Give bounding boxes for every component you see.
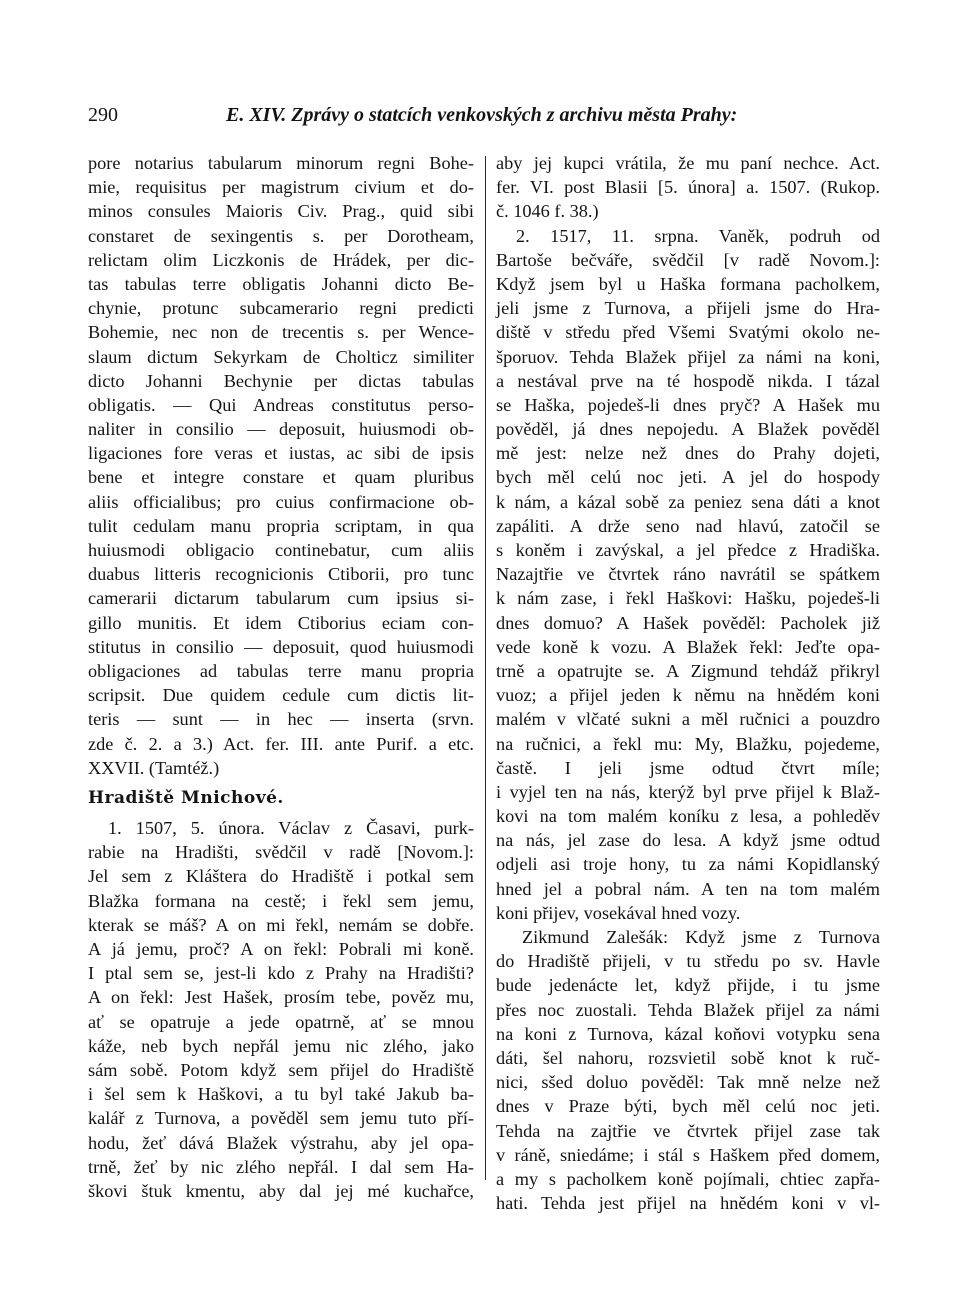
text-line: tulit cedulam manu propria scriptam, in qua — [88, 515, 474, 536]
text-line: Bohemie, nec non de trecentis s. per Wence- — [88, 322, 474, 343]
text-line: malém v vlčaté sukni a měl ručnici a pouzdro — [496, 709, 880, 730]
text-line: zapáliti. A drže seno nad hlavú, zatočil se — [496, 515, 880, 536]
text-line: č. 1046 f. 38.) — [496, 201, 599, 222]
text-line: dnes domuo? A Hašek pověděl: Pacholek již — [496, 612, 880, 633]
text-line: a nestával prve na té hospodě nikda. I tázal — [496, 370, 880, 391]
text-line: obligaciones ad tabulas terre manu propria — [88, 660, 474, 681]
text-line: fer. VI. post Blasii [5. února] a. 1507. (Rukop. — [496, 177, 880, 198]
text-line: Nazajtřie ve čtvrtek ráno navrátil se spátkem — [496, 564, 880, 585]
text-line: káže, neb bych nepřál jemu nic zlého, jako — [88, 1035, 474, 1056]
page-header — [88, 104, 880, 134]
text-line: scripsit. Due quidem cedule cum dictis lit- — [88, 685, 474, 706]
text-line: vede koně k vozu. A Blažek řekl: Jeďte opa- — [496, 636, 880, 657]
text-line: zde č. 2. a 3.) Act. fer. III. ante Purif. a etc. — [88, 733, 474, 754]
running-title: E. XIV. Zprávy o statcích venkovských z archivu města Prahy: — [226, 104, 738, 126]
text-line: na ručnici, a řekl mu: My, Blažku, pojedeme, — [496, 733, 880, 754]
text-line: v ráně, sniedáme; i stál s Haškem před domem, — [496, 1144, 880, 1165]
text-line: a my s pacholkem koně pojímali, chtiec zapřa- — [496, 1168, 880, 1189]
latin-paragraph — [88, 151, 474, 780]
text-line: se Haška, pojedeš-li dnes pryč? A Hašek mu — [496, 394, 880, 415]
text-line: vuoz; a přijel jeden k němu na hnědém koni — [496, 685, 880, 706]
text-line: obligatis. — Qui Andreas constitutus perso- — [88, 394, 474, 415]
text-line: tas tabulas terre obligatis Johanni dicto Be- — [88, 273, 474, 294]
text-line: na nás, jel zase do lesa. A když jsme odtud — [496, 830, 880, 851]
left-column — [88, 151, 474, 1203]
column-divider — [485, 156, 486, 1180]
text-line: bene et integre constare et quam pluribus — [88, 467, 474, 488]
text-line: constaret de sexingentis s. per Dorotheam, — [88, 225, 474, 246]
text-line: bych měl celú noc jeti. A jel do hospody — [496, 467, 880, 488]
text-line: Bartoše bečváře, svědčil [v radě Novom.]: — [496, 249, 880, 270]
text-line: bude jedenácte let, když přijde, i tu jsme — [496, 975, 880, 996]
text-line: mie, requisitus per magistrum civium et do- — [88, 177, 474, 198]
text-line: mě jest: nelze než dnes do Prahy dojeti, — [496, 443, 880, 464]
text-line: k nám, a kázal sobě za peniez sena dáti a knot — [496, 491, 880, 512]
text-line: chynie, protunc subcamerario regni predicti — [88, 298, 474, 319]
text-line: rabie na Hradišti, svědčil v radě [Novom.]: — [88, 842, 474, 863]
text-line: i vyjel ten na nás, kterýž byl prve přijel k Blaž- — [496, 781, 880, 802]
text-line: XXVII. (Tamtéž.) — [88, 757, 220, 778]
text-line: teris — sunt — in hec — inserta (srvn. — [88, 709, 474, 730]
text-line: slaum dictum Sekyrkam de Cholticz similiter — [88, 346, 474, 367]
text-line: dáti, šel nahoru, rozsvietil sobě knot k ruč- — [496, 1047, 880, 1068]
text-line: hned jel a pobral nám. A ten na tom malém — [496, 878, 880, 899]
right-column — [496, 151, 880, 1215]
text-line: ať se opatruje a jede opatrně, ať se mnou — [88, 1011, 474, 1032]
text-line: pore notarius tabularum minorum regni Bohe- — [88, 153, 474, 173]
text-line: častě. I jeli jsme odtud čtvrt míle; — [496, 757, 880, 778]
text-line: s koněm i zavýskal, a jel předce z Hradiška. — [496, 540, 880, 560]
text-line: duabus litteris recognicionis Ctiborii, pro tunc — [88, 564, 474, 585]
text-line: i šel sem k Haškovi, a tu byl také Jakub ba- — [88, 1084, 474, 1105]
text-line: A on řekl: Jest Hašek, prosím tebe, pověz mu, — [88, 987, 474, 1008]
text-line: do Hradiště přijeli, v tu středu po sv. Havle — [496, 951, 880, 972]
text-line: škovi štuk kmentu, aby dal jej mé kuchařce, — [88, 1180, 474, 1201]
text-line: pověděl, já dnes nepojedu. A Blažek pověděl — [496, 419, 880, 440]
text-line: gillo munitis. Et idem Ctiborius eciam con- — [88, 612, 474, 633]
text-line: trně, žeť by nic zlého nepřál. I dal sem Ha- — [88, 1156, 474, 1177]
text-line: camerarii dictarum tabularum cum ipsius si- — [88, 588, 474, 609]
text-line: aby jej kupci vrátila, že mu paní nechce. Act. — [496, 153, 880, 173]
text-line: naliter in consilio — deposuit, huiusmodi ob- — [88, 419, 474, 440]
text-line: relictam olim Liczkonis de Hrádek, per dic- — [88, 249, 474, 270]
text-line: Jel sem z Kláštera do Hradiště i potkal sem — [88, 866, 474, 887]
text-line: přes noc zuostali. Tehda Blažek přijel za námi — [496, 999, 880, 1020]
text-line: aliis officialibus; pro cuius confirmacione ob- — [88, 491, 474, 512]
text-line: dicto Johanni Bechynie per dictas tabulas — [88, 370, 474, 391]
text-line: Blažka formana na cestě; i řekl sem jemu, — [88, 890, 474, 911]
text-line: 2. 1517, 11. srpna. Vaněk, podruh od — [516, 225, 880, 246]
text-line: minos consules Maioris Civ. Prag., quid sibi — [88, 201, 474, 222]
text-line: jeli jsme z Turnova, a přijeli jsme do Hra- — [496, 298, 880, 319]
section-heading: Hradiště Mnichové. — [88, 787, 284, 808]
text-line: hodu, žeť dává Blažek výstrahu, aby jel opa- — [88, 1132, 474, 1153]
text-line: kterak se máš? A on mi řekl, nemám se dobře. — [88, 914, 474, 935]
text-line: diště v středu před Všemi Svatými okolo ne- — [496, 322, 880, 343]
text-line: kalář z Turnova, a pověděl sem jemu tuto pří- — [88, 1108, 474, 1129]
text-line: koni přijev, vosekával hned vozy. — [496, 902, 741, 923]
page-number: 290 — [88, 104, 118, 126]
text-line: dnes v Praze býti, bych měl celú noc jeti. — [496, 1096, 880, 1117]
text-line: hati. Tehda jest přijel na hnědém koni v vl- — [496, 1193, 880, 1214]
text-line: kovi na tom malém koníku z lesa, a pohleděv — [496, 806, 880, 827]
text-line: 1. 1507, 5. února. Václav z Časavi, purk- — [108, 818, 474, 839]
text-line: odjeli asi troje hony, tu za námi Kopidlanský — [496, 854, 880, 875]
text-line: nici, sšed doluo pověděl: Tak mně nelze než — [496, 1072, 880, 1093]
text-line: trně a opatrujte se. A Zigmund tehdáž přikryl — [496, 660, 880, 681]
text-line: sám sobě. Potom když sem přijel do Hradiště — [88, 1059, 474, 1080]
entry-1-paragraph — [88, 816, 474, 1203]
text-line: na koni z Turnova, kázal koňovi votypku sena — [496, 1023, 880, 1044]
text-line: ligaciones fore veras et iustas, ac sibi de ipsis — [88, 443, 474, 464]
text-line: huiusmodi obligacio continebatur, cum aliis — [88, 540, 474, 560]
text-line: k nám zase, i řekl Haškovi: Hašku, pojedeš-li — [496, 588, 880, 609]
text-line: stitutus in consilio — deposuit, quod huiusmodi — [88, 636, 474, 657]
text-line: Tehda na zajtřie ve čtvrtek přijel zase tak — [496, 1120, 880, 1141]
text-line: Když jsem byl u Haška formana pacholkem, — [496, 273, 880, 294]
text-line: A já jemu, proč? A on řekl: Pobrali mi koně. — [88, 939, 474, 959]
text-line: I ptal sem se, jest-li kdo z Prahy na Hradišti? — [88, 963, 474, 984]
text-line: Zikmund Zalešák: Když jsme z Turnova — [522, 927, 880, 947]
text-line: šporuov. Tehda Blažek přijel za námi na koni, — [496, 346, 880, 367]
